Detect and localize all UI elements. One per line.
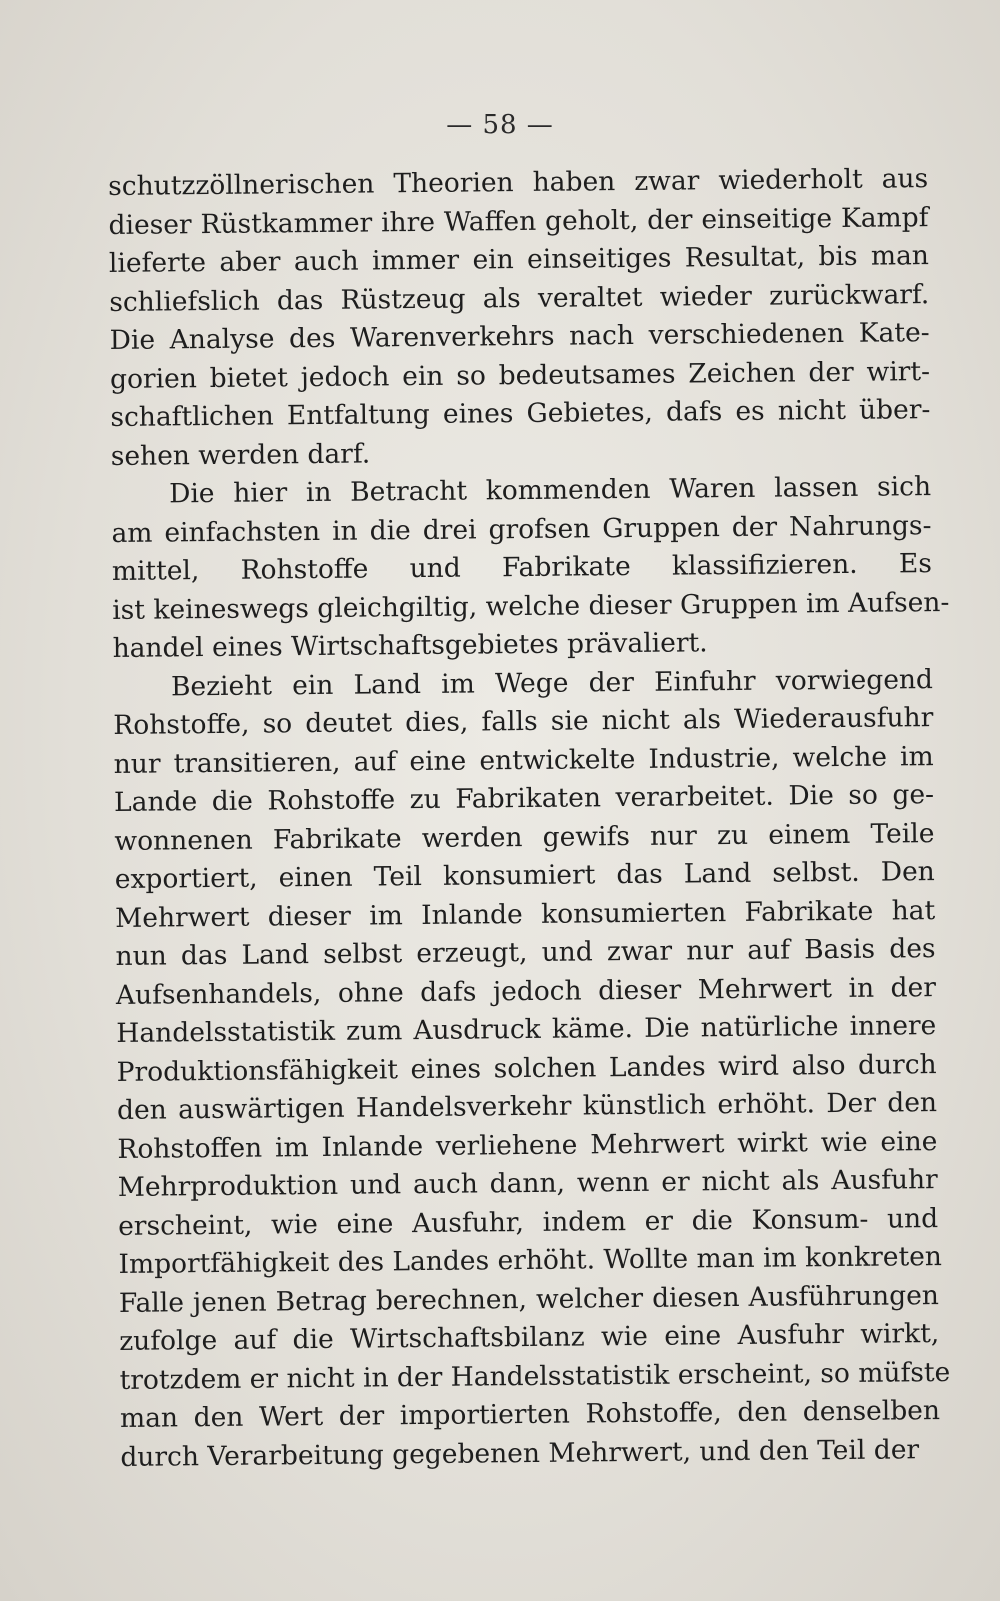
- text-line: handel eines Wirtschaftsgebietes prävaliert.: [112, 627, 708, 664]
- text-line: Bezieht ein Land im Wege der Einfuhr vorwiegend: [170, 663, 934, 702]
- text-line: schaftlichen Entfaltung eines Gebietes, dafs es nicht über-: [110, 394, 931, 433]
- text-line: zufolge auf die Wirtschaftsbilanz wie eine Ausfuhr wirkt,: [119, 1318, 940, 1357]
- paragraph: [108, 160, 931, 476]
- text-line: Importfähigkeit des Landes erhöht. Wollte man im konkreten: [118, 1241, 943, 1280]
- text-line: schliefslich das Rüstzeug als veraltet wieder zurückwarf.: [109, 278, 930, 318]
- text-line: durch Verarbeitung gegebenen Mehrwert, und den Teil der: [120, 1433, 920, 1473]
- text-line: Aufsenhandels, ohne dafs jedoch dieser Mehrwert in der: [115, 971, 937, 1011]
- text-line: ist keineswegs gleichgiltig, welche dieser Gruppen im Aufsen-: [112, 586, 950, 626]
- paragraph: [113, 661, 951, 1477]
- text-line: nun das Land selbst erzeugt, und zwar nur auf Basis des: [115, 933, 936, 972]
- text-line: wonnenen Fabrikate werden gewifs nur zu einem Teile: [114, 817, 935, 857]
- text-line: gorien bietet jedoch ein so bedeutsames Zeichen der wirt-: [109, 355, 931, 395]
- text-line: Produktionsfähigkeit eines solchen Landes wird also durch: [116, 1048, 937, 1088]
- text-line: schutzzöllnerischen Theorien haben zwar wiederholt aus: [108, 163, 929, 202]
- text-line: lieferte aber auch immer ein einseitiges Resultat, bis man: [108, 240, 930, 279]
- paragraph: [111, 468, 950, 668]
- text-line: nur transitieren, auf eine entwickelte Industrie, welche im: [113, 740, 934, 780]
- text-line: den auswärtigen Handelsverkehr künstlich erhöht. Der den: [116, 1087, 938, 1126]
- text-line: mittel, Rohstoffe und Fabrikate klassifizieren. Es: [111, 548, 932, 587]
- text-line: erscheint, wie eine Ausfuhr, indem er die Konsum- und: [118, 1202, 939, 1242]
- text-line: Rohstoffen im Inlande verliehene Mehrwert wirkt wie eine: [117, 1125, 938, 1165]
- text-line: am einfachsten in die drei grofsen Gruppen der Nahrungs-: [111, 509, 932, 549]
- text-line: Rohstoffe, so deutet dies, falls sie nicht als Wiederausfuhr: [113, 702, 934, 741]
- text-line: exportiert, einen Teil konsumiert das Land selbst. Den: [114, 856, 935, 895]
- text-line: Mehrwert dieser im Inlande konsumierten Fabrikate hat: [115, 894, 936, 934]
- body-text: [108, 160, 951, 1477]
- text-line: sehen werden darf.: [110, 437, 371, 472]
- text-line: man den Wert der importierten Rohstoffe, den denselben: [119, 1395, 941, 1434]
- text-line: Die hier in Betracht kommenden Waren lassen sich: [168, 471, 932, 510]
- text-line: Falle jenen Betrag berechnen, welcher diesen Ausführungen: [118, 1279, 940, 1319]
- text-line: trotzdem er nicht in der Handelsstatistik erscheint, so müfste: [119, 1356, 951, 1396]
- text-line: Mehrproduktion und auch dann, wenn er nicht als Ausfuhr: [117, 1164, 938, 1203]
- text-line: Handelsstatistik zum Ausdruck käme. Die natürliche innere: [116, 1010, 937, 1049]
- page-number: — 58 —: [446, 110, 554, 140]
- text-line: Die Analyse des Warenverkehrs nach verschiedenen Kate-: [109, 317, 930, 356]
- text-line: dieser Rüstkammer ihre Waffen geholt, der einseitige Kampf: [108, 201, 929, 241]
- text-line: Lande die Rohstoffe zu Fabrikaten verarbeitet. Die so ge-: [113, 779, 935, 818]
